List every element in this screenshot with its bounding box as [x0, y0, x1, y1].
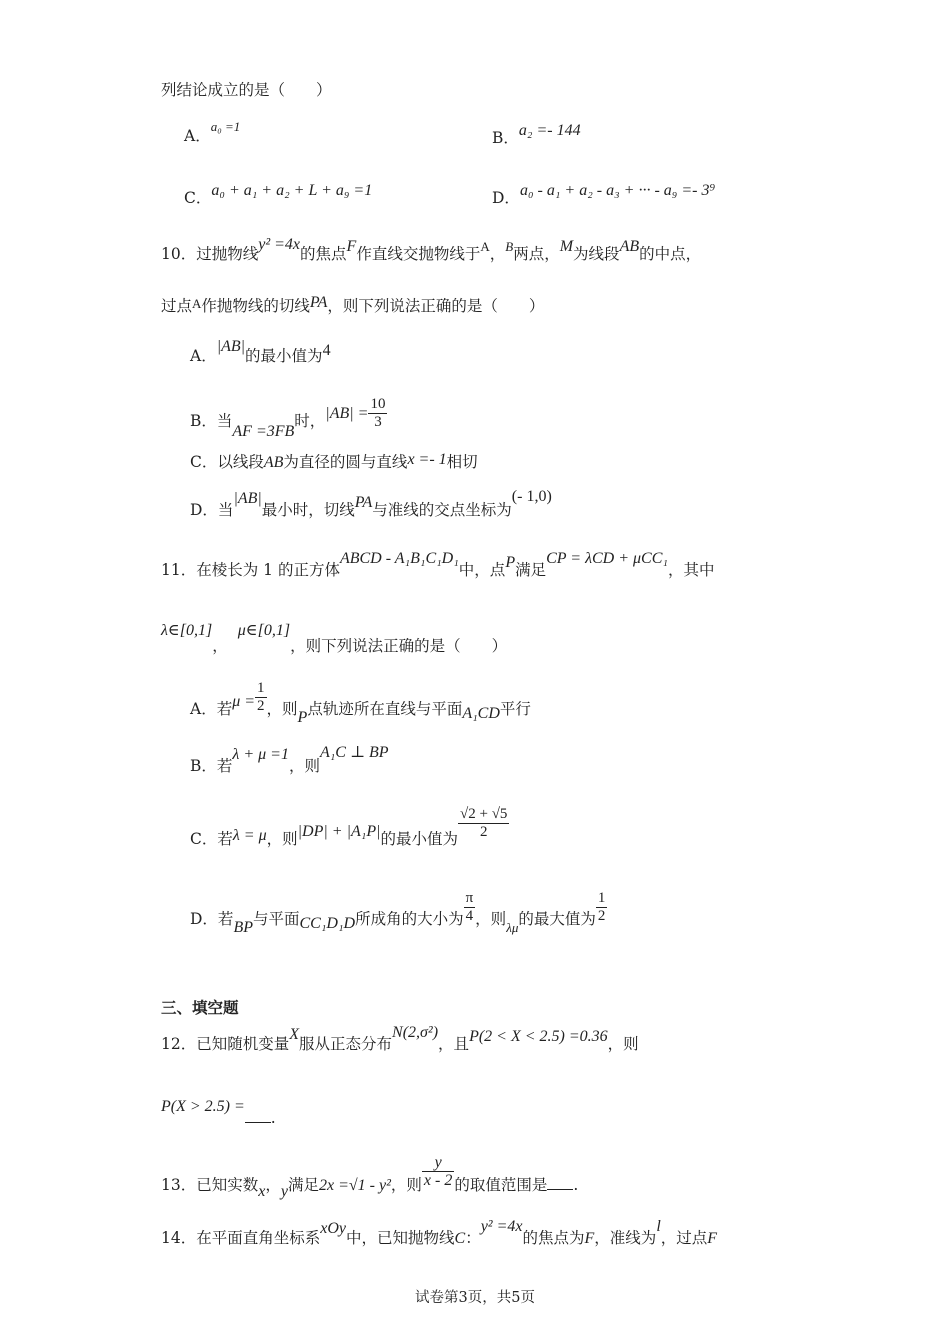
q11-option-d: D．若BP与平面CC₁D₁D所成角的大小为 $\frac{\pi}{4}$ ，则$_{\lambda\mu}$的最大值为 $\frac{1}{2}$	[190, 890, 606, 936]
q14-stem: 14．在平面直角坐标系xOy中，已知抛物线C：y² =4x的焦点为F，准线为l，过点F	[161, 1218, 718, 1247]
q9-option-b: B．a₂ =- 144	[492, 122, 581, 147]
q11-option-c: C．若λ = μ，则|DP| + |A₁P|的最小值为 $\frac{√2 + √5}{2}$	[190, 806, 508, 848]
q10-option-d: D．当|AB|最小时，切线PA与准线的交点坐标为(- 1,0)	[190, 488, 552, 519]
q12-stem: 12．已知随机变量X服从正态分布N(2,σ²)，且P(2 < X < 2.5) =0.36，则	[161, 1024, 639, 1053]
q11-option-a: A．若μ = $\frac{1}{2}$ ，则P点轨迹所在直线与平面A₁CD平行	[190, 680, 531, 726]
q9-option-a: A．$^{a_0 =1}$	[184, 119, 241, 145]
q10-option-b: B．当AF =3FB时，|AB| = $\frac{10}{3}$	[190, 396, 386, 440]
section-heading-fill-in: 三、填空题	[161, 998, 239, 1017]
q9-option-d: D．a₀ - a₁ + a₂ - a₃ + ··· - a₉ =- 3⁹	[492, 182, 716, 207]
q12-answer-line: P(X > 2.5) =.	[161, 1098, 276, 1127]
q11-stem: 11．在棱长为 1 的正方体ABCD - A₁B₁C₁D₁中，点P满足CP = λCD + μCC₁，其中	[161, 550, 715, 579]
q10-option-c: C．以线段AB为直径的圆与直线x =- 1相切	[190, 451, 478, 471]
q9-option-c: C．a₀ + a₁ + a₂ + L + a₉ =1	[184, 182, 373, 207]
q11-stem-2: λ∈[0,1]，μ∈[0,1]，则下列说法正确的是（ ）	[161, 622, 508, 655]
q13-stem: 13．已知实数x，y满足2x =√1 - y²，则 $\frac{y}{x - 2}$ 的取值范围是 .	[161, 1154, 579, 1200]
q9-stem-tail: 列结论成立的是（ ）	[161, 81, 332, 99]
q10-stem-2: 过点A作抛物线的切线PA，则下列说法正确的是（ ）	[161, 294, 545, 315]
page-footer: 试卷第3页，共5页	[415, 1290, 535, 1306]
q10-option-a: A．|AB|的最小值为4	[190, 338, 331, 365]
answer-blank[interactable]	[245, 1108, 271, 1123]
q10-stem: 10．过抛物线y² =4x的焦点F作直线交抛物线于$^A$，$^B$两点，M为线段AB的中点，	[161, 236, 702, 263]
q11-option-b: B．若λ + μ =1，则A₁C ⊥ BP	[190, 744, 389, 775]
answer-blank[interactable]	[547, 1175, 573, 1190]
